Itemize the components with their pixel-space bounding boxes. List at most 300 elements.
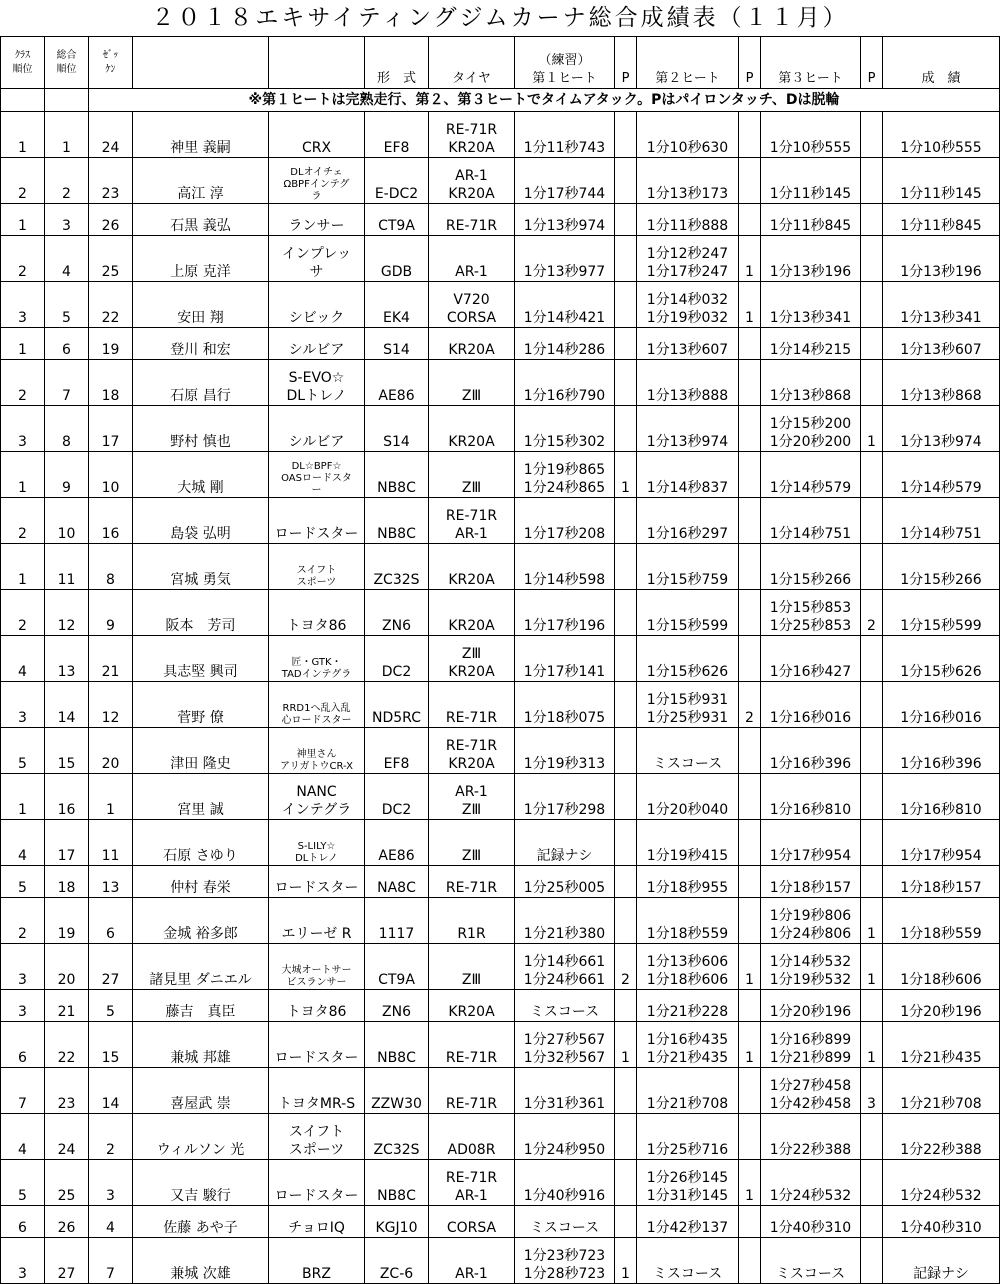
heat2-cell: 1分15秒626 xyxy=(637,636,739,682)
driver-name-cell: 諸見里 ダニエル xyxy=(133,944,269,990)
p2-cell: 1 xyxy=(739,944,761,990)
p2-cell xyxy=(739,360,761,406)
class-rank-cell: 3 xyxy=(1,682,45,728)
tire-cell: RE-71R xyxy=(429,682,515,728)
tire-cell: RE-71R xyxy=(429,1022,515,1068)
heat1-cell: 1分17秒141 xyxy=(515,636,615,682)
heat3-cell: 1分20秒196 xyxy=(761,990,861,1022)
header-result: 成 績 xyxy=(883,37,1000,89)
tire-cell: AD08R xyxy=(429,1114,515,1160)
zekken-cell: 11 xyxy=(89,820,133,866)
result-cell: 1分17秒954 xyxy=(883,820,1000,866)
tire-cell: CORSA xyxy=(429,1206,515,1238)
car-cell: トヨタ86 xyxy=(269,590,365,636)
driver-name-cell: 藤吉 真臣 xyxy=(133,990,269,1022)
p2-cell xyxy=(739,158,761,204)
car-cell: スイフト スポーツ xyxy=(269,544,365,590)
tire-cell: KR20A xyxy=(429,406,515,452)
heat2-cell: 1分15秒759 xyxy=(637,544,739,590)
header-class-rank: ｸﾗｽ 順位 xyxy=(1,37,45,89)
driver-name-cell: 喜屋武 崇 xyxy=(133,1068,269,1114)
zekken-cell: 27 xyxy=(89,944,133,990)
p3-cell: 1 xyxy=(861,406,883,452)
overall-rank-cell: 23 xyxy=(45,1068,89,1114)
result-row xyxy=(1,1022,1000,1068)
heat3-cell: 1分24秒532 xyxy=(761,1160,861,1206)
tire-cell: V720 CORSA xyxy=(429,282,515,328)
result-row xyxy=(1,1238,1000,1284)
heat2-cell: 1分10秒630 xyxy=(637,112,739,158)
class-rank-cell: 3 xyxy=(1,282,45,328)
heat1-cell: 1分23秒723 1分28秒723 xyxy=(515,1238,615,1284)
tire-cell: RE-71R xyxy=(429,204,515,236)
zekken-cell: 8 xyxy=(89,544,133,590)
overall-rank-cell: 16 xyxy=(45,774,89,820)
model-cell: ZC32S xyxy=(365,1114,429,1160)
heat2-cell: 1分21秒708 xyxy=(637,1068,739,1114)
driver-name-cell: 兼城 邦雄 xyxy=(133,1022,269,1068)
driver-name-cell: 野村 慎也 xyxy=(133,406,269,452)
tire-cell: RE-71R AR-1 xyxy=(429,1160,515,1206)
notice-row xyxy=(1,89,1000,112)
overall-rank-cell: 11 xyxy=(45,544,89,590)
class-rank-cell: 2 xyxy=(1,158,45,204)
heat2-cell: 1分14秒032 1分19秒032 xyxy=(637,282,739,328)
heat2-cell: 1分16秒435 1分21秒435 xyxy=(637,1022,739,1068)
result-cell: 1分13秒607 xyxy=(883,328,1000,360)
driver-name-cell: ウィルソン 光 xyxy=(133,1114,269,1160)
overall-rank-cell: 20 xyxy=(45,944,89,990)
header-p3: P xyxy=(861,37,883,89)
p3-cell xyxy=(861,774,883,820)
result-cell: 1分20秒196 xyxy=(883,990,1000,1022)
result-row xyxy=(1,406,1000,452)
heat3-cell: 1分13秒196 xyxy=(761,236,861,282)
p1-cell xyxy=(615,774,637,820)
p3-cell xyxy=(861,866,883,898)
heat2-cell: 1分13秒606 1分18秒606 xyxy=(637,944,739,990)
overall-rank-cell: 4 xyxy=(45,236,89,282)
car-cell: 神里さん アリガトウCR-X xyxy=(269,728,365,774)
result-row xyxy=(1,1068,1000,1114)
result-row xyxy=(1,1160,1000,1206)
heat1-cell: 1分14秒598 xyxy=(515,544,615,590)
p2-cell: 1 xyxy=(739,282,761,328)
overall-rank-cell: 13 xyxy=(45,636,89,682)
p3-cell xyxy=(861,204,883,236)
p1-cell xyxy=(615,898,637,944)
overall-rank-cell: 5 xyxy=(45,282,89,328)
driver-name-cell: 神里 義嗣 xyxy=(133,112,269,158)
p1-cell xyxy=(615,204,637,236)
p1-cell xyxy=(615,590,637,636)
heat2-cell: ミスコース xyxy=(637,728,739,774)
heat1-cell: 1分24秒950 xyxy=(515,1114,615,1160)
model-cell: NB8C xyxy=(365,452,429,498)
result-cell: 1分13秒196 xyxy=(883,236,1000,282)
heat2-cell: 1分15秒931 1分25秒931 xyxy=(637,682,739,728)
tire-cell: AR-1 xyxy=(429,1238,515,1284)
overall-rank-cell: 22 xyxy=(45,1022,89,1068)
result-row xyxy=(1,204,1000,236)
p3-cell xyxy=(861,360,883,406)
p1-cell xyxy=(615,544,637,590)
header-p1: P xyxy=(615,37,637,89)
result-row xyxy=(1,636,1000,682)
overall-rank-cell: 15 xyxy=(45,728,89,774)
zekken-cell: 1 xyxy=(89,774,133,820)
heat3-cell: 1分18秒157 xyxy=(761,866,861,898)
model-cell: ND5RC xyxy=(365,682,429,728)
overall-rank-cell: 8 xyxy=(45,406,89,452)
zekken-cell: 15 xyxy=(89,1022,133,1068)
car-cell: DLオイチェ ΩBPFインテグ ラ xyxy=(269,158,365,204)
header-overall-rank: 総合 順位 xyxy=(45,37,89,89)
zekken-cell: 16 xyxy=(89,498,133,544)
class-rank-cell: 6 xyxy=(1,1022,45,1068)
driver-name-cell: 菅野 僚 xyxy=(133,682,269,728)
result-row xyxy=(1,544,1000,590)
heat2-cell: 1分18秒559 xyxy=(637,898,739,944)
result-row xyxy=(1,112,1000,158)
p3-cell xyxy=(861,498,883,544)
overall-rank-cell: 10 xyxy=(45,498,89,544)
p3-cell xyxy=(861,728,883,774)
result-row xyxy=(1,328,1000,360)
result-row xyxy=(1,452,1000,498)
model-cell: ZC32S xyxy=(365,544,429,590)
p1-cell xyxy=(615,282,637,328)
tire-cell: ZⅢ xyxy=(429,820,515,866)
p3-cell xyxy=(861,282,883,328)
zekken-cell: 21 xyxy=(89,636,133,682)
heat3-cell: 1分16秒810 xyxy=(761,774,861,820)
result-cell: 1分18秒559 xyxy=(883,898,1000,944)
notice-text: ※第１ヒートは完熟走行、第２、第３ヒートでタイムアタック。Pはパイロンタッチ、Dは脱輪 xyxy=(89,89,1000,112)
heat1-cell: 1分15秒302 xyxy=(515,406,615,452)
heat3-cell: 1分19秒806 1分24秒806 xyxy=(761,898,861,944)
overall-rank-cell: 17 xyxy=(45,820,89,866)
class-rank-cell: 2 xyxy=(1,236,45,282)
header-p2: P xyxy=(739,37,761,89)
heat1-cell: 1分16秒790 xyxy=(515,360,615,406)
model-cell: E-DC2 xyxy=(365,158,429,204)
heat2-cell: 1分15秒599 xyxy=(637,590,739,636)
result-row xyxy=(1,944,1000,990)
heat2-cell: 1分13秒173 xyxy=(637,158,739,204)
result-row xyxy=(1,1114,1000,1160)
result-cell: 1分15秒599 xyxy=(883,590,1000,636)
zekken-cell: 24 xyxy=(89,112,133,158)
class-rank-cell: 1 xyxy=(1,452,45,498)
class-rank-cell: 3 xyxy=(1,944,45,990)
tire-cell: AR-1 ZⅢ xyxy=(429,774,515,820)
tire-cell: RE-71R xyxy=(429,1068,515,1114)
overall-rank-cell: 25 xyxy=(45,1160,89,1206)
p3-cell xyxy=(861,158,883,204)
heat3-cell: 1分15秒853 1分25秒853 xyxy=(761,590,861,636)
p2-cell: 1 xyxy=(739,1160,761,1206)
p3-cell xyxy=(861,990,883,1022)
p1-cell xyxy=(615,636,637,682)
zekken-cell: 2 xyxy=(89,1114,133,1160)
p3-cell xyxy=(861,1238,883,1284)
zekken-cell: 12 xyxy=(89,682,133,728)
model-cell: ZC-6 xyxy=(365,1238,429,1284)
p2-cell xyxy=(739,636,761,682)
heat2-cell: 1分12秒247 1分17秒247 xyxy=(637,236,739,282)
tire-cell: AR-1 xyxy=(429,236,515,282)
p3-cell: 1 xyxy=(861,1022,883,1068)
result-row xyxy=(1,498,1000,544)
header-heat1: （練習） 第１ヒート xyxy=(515,37,615,89)
overall-rank-cell: 24 xyxy=(45,1114,89,1160)
p3-cell: 2 xyxy=(861,590,883,636)
p3-cell xyxy=(861,112,883,158)
p3-cell xyxy=(861,1160,883,1206)
result-row xyxy=(1,820,1000,866)
zekken-cell: 10 xyxy=(89,452,133,498)
p1-cell xyxy=(615,360,637,406)
model-cell: NB8C xyxy=(365,1022,429,1068)
heat3-cell: 1分16秒016 xyxy=(761,682,861,728)
car-cell: エリーゼ R xyxy=(269,898,365,944)
heat1-cell: 1分17秒196 xyxy=(515,590,615,636)
p2-cell xyxy=(739,1238,761,1284)
car-cell: CRX xyxy=(269,112,365,158)
heat3-cell: 1分10秒555 xyxy=(761,112,861,158)
heat1-cell: 1分14秒286 xyxy=(515,328,615,360)
driver-name-cell: 石原 さゆり xyxy=(133,820,269,866)
tire-cell: R1R xyxy=(429,898,515,944)
car-cell: ロードスター xyxy=(269,498,365,544)
heat1-cell: 1分13秒977 xyxy=(515,236,615,282)
zekken-cell: 18 xyxy=(89,360,133,406)
class-rank-cell: 2 xyxy=(1,360,45,406)
heat2-cell: 1分25秒716 xyxy=(637,1114,739,1160)
result-cell: 1分15秒626 xyxy=(883,636,1000,682)
zekken-cell: 25 xyxy=(89,236,133,282)
p2-cell xyxy=(739,590,761,636)
heat3-cell: 1分15秒266 xyxy=(761,544,861,590)
p1-cell xyxy=(615,498,637,544)
heat2-cell: 1分26秒145 1分31秒145 xyxy=(637,1160,739,1206)
model-cell: ZN6 xyxy=(365,590,429,636)
heat1-cell: 1分19秒313 xyxy=(515,728,615,774)
header-tire: タイヤ xyxy=(429,37,515,89)
model-cell: EF8 xyxy=(365,728,429,774)
tire-cell: ZⅢ xyxy=(429,360,515,406)
zekken-cell: 17 xyxy=(89,406,133,452)
zekken-cell: 5 xyxy=(89,990,133,1022)
result-cell: 1分21秒708 xyxy=(883,1068,1000,1114)
p3-cell: 3 xyxy=(861,1068,883,1114)
heat3-cell: 1分13秒868 xyxy=(761,360,861,406)
p2-cell xyxy=(739,204,761,236)
driver-name-cell: 登川 和宏 xyxy=(133,328,269,360)
driver-name-cell: 佐藤 あや子 xyxy=(133,1206,269,1238)
zekken-cell: 22 xyxy=(89,282,133,328)
model-cell: DC2 xyxy=(365,636,429,682)
p2-cell xyxy=(739,866,761,898)
results-table xyxy=(0,36,1000,1284)
heat2-cell: 1分14秒837 xyxy=(637,452,739,498)
driver-name-cell: 島袋 弘明 xyxy=(133,498,269,544)
result-row xyxy=(1,360,1000,406)
heat3-cell: 1分14秒215 xyxy=(761,328,861,360)
class-rank-cell: 2 xyxy=(1,898,45,944)
heat1-cell: 1分19秒865 1分24秒865 xyxy=(515,452,615,498)
results-body xyxy=(1,112,1000,1284)
p2-cell xyxy=(739,112,761,158)
model-cell: AE86 xyxy=(365,820,429,866)
p2-cell xyxy=(739,544,761,590)
heat1-cell: ミスコース xyxy=(515,1206,615,1238)
heat1-cell: 1分11秒743 xyxy=(515,112,615,158)
car-cell: ロードスター xyxy=(269,1022,365,1068)
heat1-cell: 1分17秒208 xyxy=(515,498,615,544)
tire-cell: AR-1 KR20A xyxy=(429,158,515,204)
class-rank-cell: 2 xyxy=(1,498,45,544)
driver-name-cell: 仲村 春栄 xyxy=(133,866,269,898)
heat1-cell: 1分14秒421 xyxy=(515,282,615,328)
heat1-cell: 1分27秒567 1分32秒567 xyxy=(515,1022,615,1068)
heat2-cell: 1分13秒974 xyxy=(637,406,739,452)
overall-rank-cell: 9 xyxy=(45,452,89,498)
p2-cell xyxy=(739,774,761,820)
p1-cell xyxy=(615,236,637,282)
car-cell: NANC インテグラ xyxy=(269,774,365,820)
zekken-cell: 13 xyxy=(89,866,133,898)
p1-cell: 1 xyxy=(615,1238,637,1284)
heat1-cell: ミスコース xyxy=(515,990,615,1022)
p2-cell xyxy=(739,898,761,944)
zekken-cell: 23 xyxy=(89,158,133,204)
model-cell: CT9A xyxy=(365,204,429,236)
p1-cell: 2 xyxy=(615,944,637,990)
overall-rank-cell: 6 xyxy=(45,328,89,360)
heat1-cell: 1分40秒916 xyxy=(515,1160,615,1206)
car-cell: シビック xyxy=(269,282,365,328)
overall-rank-cell: 2 xyxy=(45,158,89,204)
car-cell: ランサー xyxy=(269,204,365,236)
heat2-cell: 1分16秒297 xyxy=(637,498,739,544)
result-row xyxy=(1,282,1000,328)
p3-cell xyxy=(861,328,883,360)
driver-name-cell: 宮城 勇気 xyxy=(133,544,269,590)
model-cell: S14 xyxy=(365,328,429,360)
driver-name-cell: 石原 昌行 xyxy=(133,360,269,406)
result-row xyxy=(1,158,1000,204)
heat1-cell: 1分17秒298 xyxy=(515,774,615,820)
zekken-cell: 19 xyxy=(89,328,133,360)
header-zekken: ｾﾞｯ ｹﾝ xyxy=(89,37,133,89)
result-row xyxy=(1,774,1000,820)
zekken-cell: 26 xyxy=(89,204,133,236)
zekken-cell: 3 xyxy=(89,1160,133,1206)
class-rank-cell: 1 xyxy=(1,204,45,236)
class-rank-cell: 7 xyxy=(1,1068,45,1114)
driver-name-cell: 宮里 誠 xyxy=(133,774,269,820)
overall-rank-cell: 19 xyxy=(45,898,89,944)
p1-cell xyxy=(615,406,637,452)
result-cell: 1分16秒810 xyxy=(883,774,1000,820)
heat3-cell: 1分16秒899 1分21秒899 xyxy=(761,1022,861,1068)
result-cell: 1分16秒016 xyxy=(883,682,1000,728)
tire-cell: RE-71R KR20A xyxy=(429,728,515,774)
car-cell: トヨタMR-S xyxy=(269,1068,365,1114)
result-row xyxy=(1,728,1000,774)
header-heat3: 第３ヒート xyxy=(761,37,861,89)
tire-cell: KR20A xyxy=(429,990,515,1022)
result-row xyxy=(1,1206,1000,1238)
model-cell: NB8C xyxy=(365,1160,429,1206)
p2-cell xyxy=(739,1206,761,1238)
result-cell: 1分15秒266 xyxy=(883,544,1000,590)
p1-cell: 1 xyxy=(615,452,637,498)
zekken-cell: 9 xyxy=(89,590,133,636)
p2-cell xyxy=(739,1068,761,1114)
car-cell: ロードスター xyxy=(269,1160,365,1206)
heat1-cell: 1分31秒361 xyxy=(515,1068,615,1114)
car-cell: DL☆BPF☆ OASロードスタ ー xyxy=(269,452,365,498)
p1-cell xyxy=(615,1160,637,1206)
class-rank-cell: 1 xyxy=(1,774,45,820)
p3-cell xyxy=(861,1114,883,1160)
result-cell: 記録ナシ xyxy=(883,1238,1000,1284)
tire-cell: ZⅢ xyxy=(429,944,515,990)
result-row xyxy=(1,898,1000,944)
p3-cell: 1 xyxy=(861,898,883,944)
heat3-cell: 1分11秒145 xyxy=(761,158,861,204)
heat3-cell: ミスコース xyxy=(761,1238,861,1284)
class-rank-cell: 1 xyxy=(1,112,45,158)
model-cell: CT9A xyxy=(365,944,429,990)
heat3-cell: 1分17秒954 xyxy=(761,820,861,866)
class-rank-cell: 3 xyxy=(1,990,45,1022)
tire-cell: RE-71R KR20A xyxy=(429,112,515,158)
tire-cell: ZⅢ xyxy=(429,452,515,498)
class-rank-cell: 3 xyxy=(1,1238,45,1284)
p3-cell xyxy=(861,1206,883,1238)
result-cell: 1分13秒974 xyxy=(883,406,1000,452)
overall-rank-cell: 26 xyxy=(45,1206,89,1238)
p1-cell xyxy=(615,328,637,360)
car-cell: RRD1へ乱入乱 心ロードスター xyxy=(269,682,365,728)
tire-cell: ZⅢ KR20A xyxy=(429,636,515,682)
p2-cell xyxy=(739,498,761,544)
heat2-cell: 1分21秒228 xyxy=(637,990,739,1022)
p1-cell xyxy=(615,112,637,158)
heat2-cell: 1分20秒040 xyxy=(637,774,739,820)
p3-cell xyxy=(861,636,883,682)
p3-cell xyxy=(861,682,883,728)
driver-name-cell: 又吉 駿行 xyxy=(133,1160,269,1206)
driver-name-cell: 高江 淳 xyxy=(133,158,269,204)
p3-cell: 1 xyxy=(861,944,883,990)
heat1-cell: 1分13秒974 xyxy=(515,204,615,236)
header-car xyxy=(269,37,365,89)
p1-cell xyxy=(615,1114,637,1160)
heat2-cell: 1分42秒137 xyxy=(637,1206,739,1238)
result-row xyxy=(1,682,1000,728)
car-cell: BRZ xyxy=(269,1238,365,1284)
p2-cell: 1 xyxy=(739,1022,761,1068)
car-cell: スイフト スポーツ xyxy=(269,1114,365,1160)
model-cell: EF8 xyxy=(365,112,429,158)
p3-cell xyxy=(861,452,883,498)
class-rank-cell: 4 xyxy=(1,820,45,866)
